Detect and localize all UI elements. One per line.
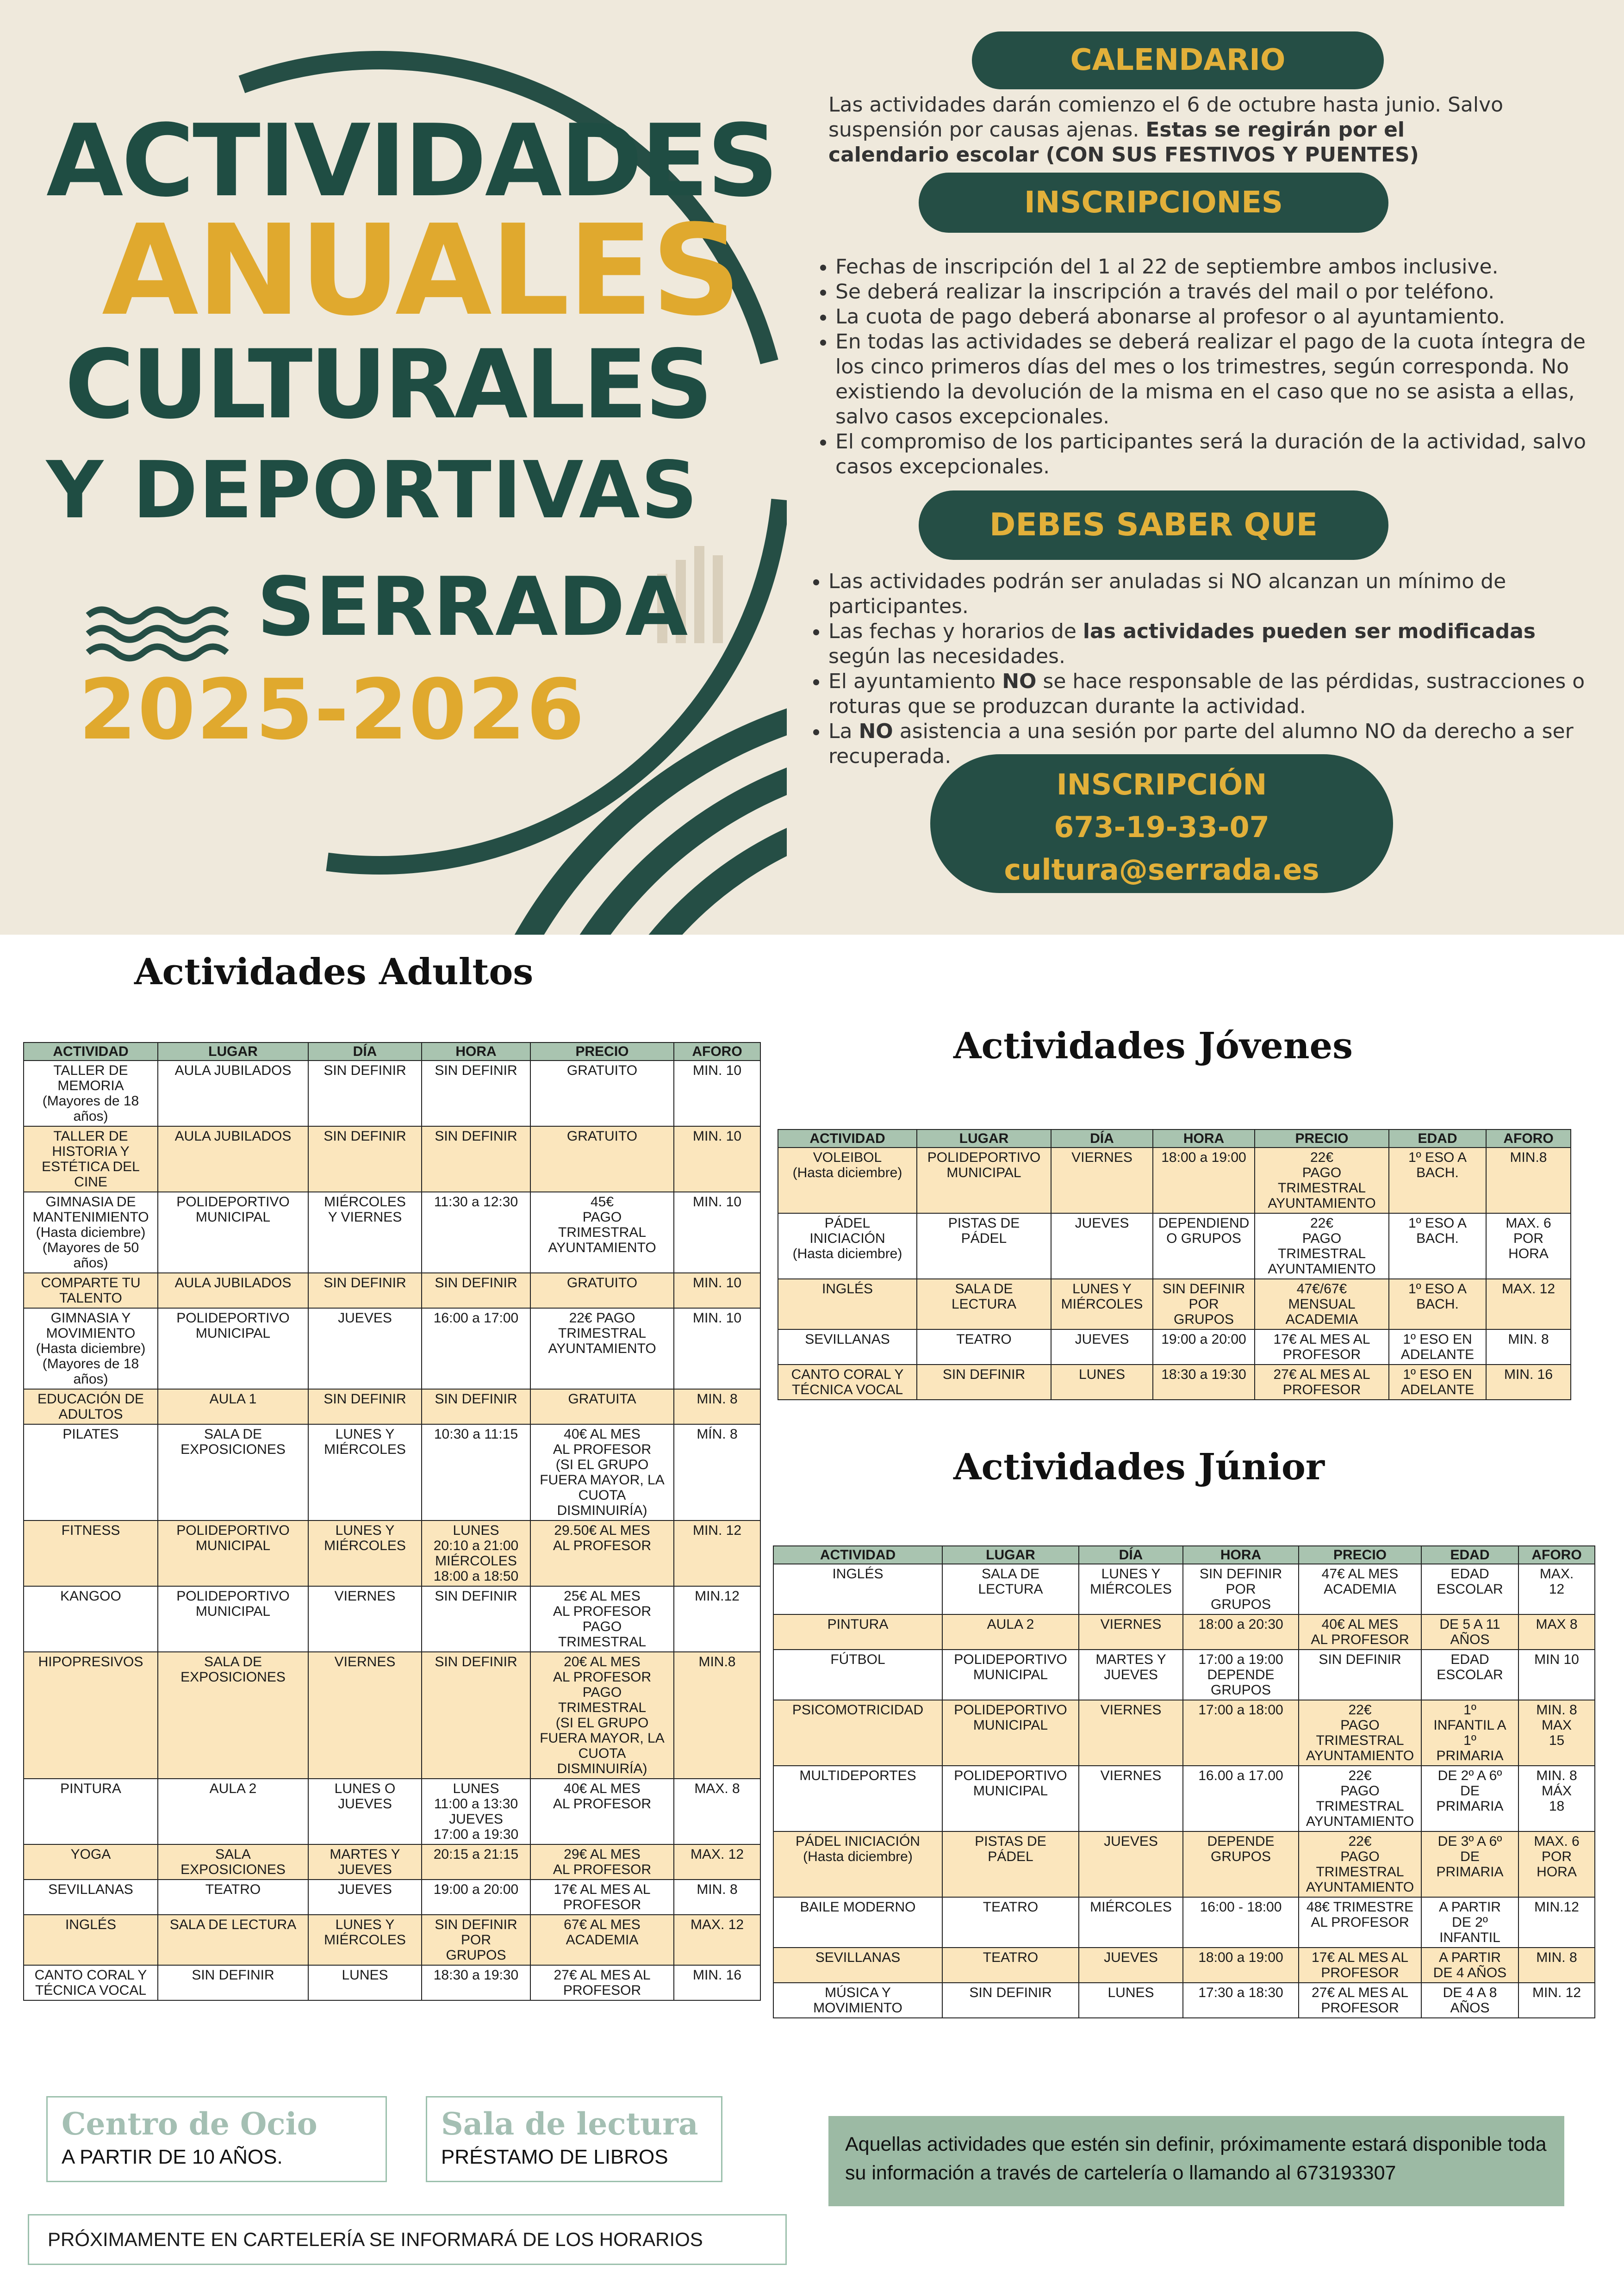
table-cell: DE 2º A 6º DE PRIMARIA bbox=[1421, 1766, 1518, 1831]
table-cell: MARTES Y JUEVES bbox=[1079, 1650, 1183, 1700]
table-cell: JUEVES bbox=[308, 1880, 422, 1915]
table-cell: 25€ AL MES AL PROFESOR PAGO TRIMESTRAL bbox=[530, 1586, 674, 1652]
table-row bbox=[24, 1061, 760, 1126]
table-cell: 22€ PAGO TRIMESTRAL AYUNTAMIENTO bbox=[1299, 1700, 1421, 1766]
activity-cell: BAILE MODERNO bbox=[773, 1897, 942, 1948]
table-cell: MIN. 16 bbox=[1486, 1365, 1571, 1400]
table-cell: MIN. 12 bbox=[674, 1520, 760, 1586]
jovenes-table bbox=[778, 1129, 1571, 1400]
table-cell: MIN. 16 bbox=[674, 1965, 760, 2000]
table-row bbox=[24, 1389, 760, 1424]
table-cell: AULA JUBILADOS bbox=[158, 1061, 308, 1126]
table-cell: SIN DEFINIR bbox=[942, 1983, 1079, 2018]
col-header: LUGAR bbox=[158, 1043, 308, 1061]
table-cell: 22€ PAGO TRIMESTRAL AYUNTAMIENTO bbox=[530, 1308, 674, 1389]
activity-cell: PSICOMOTRICIDAD bbox=[773, 1700, 942, 1766]
activity-cell: MÚSICA Y MOVIMIENTO bbox=[773, 1983, 942, 2018]
centro-ocio-text: A PARTIR DE 10 AÑOS. bbox=[62, 2146, 283, 2168]
table-cell: MIN. 8 bbox=[1486, 1329, 1571, 1365]
list-item: • La NO asistencia a una sesión por parte del alumno NO da derecho a ser recuperada. bbox=[828, 719, 1597, 769]
table-cell: 17:00 a 19:00 DEPENDE GRUPOS bbox=[1183, 1650, 1299, 1700]
table-cell: VIERNES bbox=[1079, 1614, 1183, 1650]
activity-cell: EDUCACIÓN DE ADULTOS bbox=[24, 1389, 158, 1424]
table-cell: 47€/67€ MENSUAL ACADEMIA bbox=[1255, 1279, 1389, 1329]
col-header: LUGAR bbox=[917, 1129, 1051, 1148]
table-cell: LUNES bbox=[1051, 1365, 1153, 1400]
table-cell: TEATRO bbox=[942, 1897, 1079, 1948]
table-row bbox=[773, 1831, 1595, 1897]
contact-label: INSCRIPCIÓN bbox=[1056, 768, 1267, 801]
title-serrada: SERRADA bbox=[257, 560, 688, 654]
table-cell: MIN. 8 bbox=[674, 1880, 760, 1915]
table-cell: DEPENDE GRUPOS bbox=[1183, 1831, 1299, 1897]
activity-cell: PÁDEL INICIACIÓN (Hasta diciembre) bbox=[778, 1213, 917, 1279]
table-cell: 1º ESO EN ADELANTE bbox=[1389, 1329, 1486, 1365]
activity-cell: PINTURA bbox=[24, 1779, 158, 1844]
table-cell: GRATUITA bbox=[530, 1389, 674, 1424]
calendario-badge: CALENDARIO bbox=[972, 31, 1384, 89]
table-cell: A PARTIR DE 4 AÑOS bbox=[1421, 1948, 1518, 1983]
table-cell: SALA DE EXPOSICIONES bbox=[158, 1652, 308, 1779]
table-cell: SALA DE LECTURA bbox=[917, 1279, 1051, 1329]
table-cell: 48€ TRIMESTRE AL PROFESOR bbox=[1299, 1897, 1421, 1948]
table-cell: SIN DEFINIR bbox=[308, 1126, 422, 1192]
table-cell: AULA JUBILADOS bbox=[158, 1273, 308, 1308]
sala-lectura-title: Sala de lectura bbox=[441, 2106, 698, 2142]
debes-saber-list bbox=[801, 569, 1597, 769]
table-cell: EDAD ESCOLAR bbox=[1421, 1650, 1518, 1700]
table-cell: AULA 2 bbox=[158, 1779, 308, 1844]
table-cell: MAX 8 bbox=[1518, 1614, 1595, 1650]
title-actividades: ACTIVIDADES bbox=[46, 103, 777, 219]
table-row bbox=[24, 1424, 760, 1520]
list-item: • El compromiso de los participantes será la duración de la actividad, salvo casos excepcionales. bbox=[835, 429, 1594, 479]
col-header: EDAD bbox=[1389, 1129, 1486, 1148]
table-cell: SIN DEFINIR bbox=[308, 1273, 422, 1308]
table-cell: MIN.12 bbox=[1518, 1897, 1595, 1948]
table-cell: EDAD ESCOLAR bbox=[1421, 1564, 1518, 1614]
table-cell: 19:00 a 20:00 bbox=[1153, 1329, 1255, 1365]
table-cell: MAX. 12 bbox=[674, 1844, 760, 1880]
inscripciones-badge: INSCRIPCIONES bbox=[919, 173, 1388, 233]
table-cell: LUNES bbox=[308, 1965, 422, 2000]
table-cell: 27€ AL MES AL PROFESOR bbox=[1255, 1365, 1389, 1400]
col-header: PRECIO bbox=[1255, 1129, 1389, 1148]
table-cell: MIN. 10 bbox=[674, 1308, 760, 1389]
table-cell: MARTES Y JUEVES bbox=[308, 1844, 422, 1880]
activity-cell: MULTIDEPORTES bbox=[773, 1766, 942, 1831]
sala-lectura-box bbox=[426, 2096, 722, 2182]
table-cell: TEATRO bbox=[158, 1880, 308, 1915]
adultos-table bbox=[23, 1042, 761, 2001]
table-row bbox=[773, 1897, 1595, 1948]
table-cell: DEPENDIEND O GRUPOS bbox=[1153, 1213, 1255, 1279]
activity-cell: PILATES bbox=[24, 1424, 158, 1520]
activity-cell: SEVILLANAS bbox=[773, 1948, 942, 1983]
table-cell: POLIDEPORTIVO MUNICIPAL bbox=[942, 1650, 1079, 1700]
table-cell: JUEVES bbox=[1051, 1329, 1153, 1365]
list-item: • La cuota de pago deberá abonarse al profesor o al ayuntamiento. bbox=[835, 304, 1594, 329]
activity-cell: CANTO CORAL Y TÉCNICA VOCAL bbox=[24, 1965, 158, 2000]
table-cell: VIERNES bbox=[1051, 1148, 1153, 1213]
table-row bbox=[24, 1915, 760, 1965]
table-row bbox=[24, 1586, 760, 1652]
table-row bbox=[24, 1192, 760, 1273]
table-cell: LUNES Y MIÉRCOLES bbox=[308, 1520, 422, 1586]
table-cell: TEATRO bbox=[917, 1329, 1051, 1365]
table-cell: MIN. 10 bbox=[674, 1126, 760, 1192]
list-item: • Fechas de inscripción del 1 al 22 de septiembre ambos inclusive. bbox=[835, 254, 1594, 279]
table-cell: SIN DEFINIR bbox=[422, 1652, 530, 1779]
table-row bbox=[778, 1279, 1571, 1329]
table-cell: MAX. 12 bbox=[674, 1915, 760, 1965]
col-header: ACTIVIDAD bbox=[773, 1546, 942, 1564]
table-cell: AULA 1 bbox=[158, 1389, 308, 1424]
list-item: • Las actividades podrán ser anuladas si NO alcanzan un mínimo de participantes. bbox=[828, 569, 1597, 619]
col-header: ACTIVIDAD bbox=[24, 1043, 158, 1061]
jovenes-title: Actividades Jóvenes bbox=[953, 1025, 1353, 1067]
table-cell: 1º ESO A BACH. bbox=[1389, 1279, 1486, 1329]
table-cell: 22€ PAGO TRIMESTRAL AYUNTAMIENTO bbox=[1255, 1213, 1389, 1279]
table-cell: 1º ESO EN ADELANTE bbox=[1389, 1365, 1486, 1400]
table-cell: 22€ PAGO TRIMESTRAL AYUNTAMIENTO bbox=[1255, 1148, 1389, 1213]
col-header: HORA bbox=[422, 1043, 530, 1061]
activity-cell: COMPARTE TU TALENTO bbox=[24, 1273, 158, 1308]
activity-cell: PÁDEL INICIACIÓN (Hasta diciembre) bbox=[773, 1831, 942, 1897]
table-row bbox=[778, 1365, 1571, 1400]
table-row bbox=[773, 1948, 1595, 1983]
table-row bbox=[773, 1650, 1595, 1700]
table-cell: 11:30 a 12:30 bbox=[422, 1192, 530, 1273]
title-anuales: ANUALES bbox=[102, 198, 740, 343]
table-cell: MIN. 10 bbox=[674, 1192, 760, 1273]
table-cell: JUEVES bbox=[1051, 1213, 1153, 1279]
centro-ocio-box bbox=[46, 2096, 387, 2182]
table-cell: VIERNES bbox=[308, 1652, 422, 1779]
table-cell: SIN DEFINIR POR GRUPOS bbox=[1153, 1279, 1255, 1329]
table-cell: VIERNES bbox=[1079, 1700, 1183, 1766]
table-cell: DE 3º A 6º DE PRIMARIA bbox=[1421, 1831, 1518, 1897]
debes-saber-badge: DEBES SABER QUE bbox=[919, 490, 1388, 560]
table-cell: A PARTIR DE 2º INFANTIL bbox=[1421, 1897, 1518, 1948]
activity-cell: VOLEIBOL (Hasta diciembre) bbox=[778, 1148, 917, 1213]
table-row bbox=[773, 1564, 1595, 1614]
table-cell: MIÉRCOLES Y VIERNES bbox=[308, 1192, 422, 1273]
table-cell: SIN DEFINIR bbox=[422, 1389, 530, 1424]
table-cell: GRATUITO bbox=[530, 1126, 674, 1192]
activity-cell: SEVILLANAS bbox=[24, 1880, 158, 1915]
table-cell: SALA DE EXPOSICIONES bbox=[158, 1424, 308, 1520]
table-cell: LUNES O JUEVES bbox=[308, 1779, 422, 1844]
table-row bbox=[773, 1614, 1595, 1650]
title-year: 2025-2026 bbox=[79, 662, 585, 758]
activity-cell: TALLER DE MEMORIA (Mayores de 18 años) bbox=[24, 1061, 158, 1126]
table-cell: 16:00 a 17:00 bbox=[422, 1308, 530, 1389]
info-note: Aquellas actividades que estén sin definir, próximamente estará disponible toda su información a través de cartelería o llamando al 673193307 bbox=[828, 2116, 1564, 2206]
sala-lectura-text: PRÉSTAMO DE LIBROS bbox=[441, 2146, 668, 2168]
table-cell: 27€ AL MES AL PROFESOR bbox=[530, 1965, 674, 2000]
table-cell: POLIDEPORTIVO MUNICIPAL bbox=[942, 1766, 1079, 1831]
contact-badge bbox=[930, 754, 1393, 893]
table-cell: POLIDEPORTIVO MUNICIPAL bbox=[158, 1192, 308, 1273]
table-cell: LUNES 20:10 a 21:00 MIÉRCOLES 18:00 a 18:50 bbox=[422, 1520, 530, 1586]
table-cell: TEATRO bbox=[942, 1948, 1079, 1983]
table-cell: 40€ AL MES AL PROFESOR bbox=[530, 1779, 674, 1844]
table-cell: MAX. 8 bbox=[674, 1779, 760, 1844]
table-cell: 10:30 a 11:15 bbox=[422, 1424, 530, 1520]
col-header: DÍA bbox=[1051, 1129, 1153, 1148]
proximamente-note: PRÓXIMAMENTE EN CARTELERÍA SE INFORMARÁ DE LOS HORARIOS bbox=[28, 2214, 787, 2265]
table-cell: MIN. 10 bbox=[674, 1273, 760, 1308]
centro-ocio-title: Centro de Ocio bbox=[62, 2106, 317, 2142]
table-row bbox=[24, 1273, 760, 1308]
table-row bbox=[24, 1652, 760, 1779]
jovenes-rows bbox=[778, 1148, 1571, 1400]
activity-cell: FÚTBOL bbox=[773, 1650, 942, 1700]
table-cell: POLIDEPORTIVO MUNICIPAL bbox=[158, 1308, 308, 1389]
table-row bbox=[24, 1308, 760, 1389]
table-cell: LUNES Y MIÉRCOLES bbox=[1051, 1279, 1153, 1329]
table-cell: 18:30 a 19:30 bbox=[422, 1965, 530, 2000]
table-cell: LUNES bbox=[1079, 1983, 1183, 2018]
table-row bbox=[773, 1983, 1595, 2018]
table-cell: MAX. 6 POR HORA bbox=[1518, 1831, 1595, 1897]
table-cell: MIN.8 bbox=[1486, 1148, 1571, 1213]
table-cell: 20€ AL MES AL PROFESOR PAGO TRIMESTRAL (SI EL GRUPO FUERA MAYOR, LA CUOTA DISMINUIRÍA) bbox=[530, 1652, 674, 1779]
table-cell: MIÉRCOLES bbox=[1079, 1897, 1183, 1948]
table-cell: 22€ PAGO TRIMESTRAL AYUNTAMIENTO bbox=[1299, 1766, 1421, 1831]
activity-cell: SEVILLANAS bbox=[778, 1329, 917, 1365]
table-row bbox=[773, 1766, 1595, 1831]
junior-rows bbox=[773, 1564, 1595, 2018]
table-cell: 40€ AL MES AL PROFESOR bbox=[1299, 1614, 1421, 1650]
activity-cell: HIPOPRESIVOS bbox=[24, 1652, 158, 1779]
table-cell: MIN 10 bbox=[1518, 1650, 1595, 1700]
table-cell: SALA DE LECTURA bbox=[158, 1915, 308, 1965]
activity-cell: YOGA bbox=[24, 1844, 158, 1880]
calendario-text: Las actividades darán comienzo el 6 de octubre hasta junio. Salvo suspensión por causas ajenas. Estas se regirán por el calendario escolar (CON SUS FESTIVOS Y PUENTES) bbox=[828, 93, 1504, 167]
col-header: EDAD bbox=[1421, 1546, 1518, 1564]
table-cell: 17:30 a 18:30 bbox=[1183, 1983, 1299, 2018]
table-cell: 18:00 a 20:30 bbox=[1183, 1614, 1299, 1650]
col-header: LUGAR bbox=[942, 1546, 1079, 1564]
table-cell: DE 5 A 11 AÑOS bbox=[1421, 1614, 1518, 1650]
adultos-rows bbox=[24, 1061, 760, 2000]
table-cell: GRATUITO bbox=[530, 1061, 674, 1126]
table-row bbox=[778, 1213, 1571, 1279]
table-cell: MAX. 6 POR HORA bbox=[1486, 1213, 1571, 1279]
table-cell: 1º ESO A BACH. bbox=[1389, 1213, 1486, 1279]
table-cell: MÍN. 8 bbox=[674, 1424, 760, 1520]
contact-phone[interactable]: 673-19-33-07 bbox=[1054, 810, 1269, 844]
table-row bbox=[778, 1329, 1571, 1365]
table-cell: 19:00 a 20:00 bbox=[422, 1880, 530, 1915]
table-row bbox=[24, 1965, 760, 2000]
col-header: AFORO bbox=[1518, 1546, 1595, 1564]
table-cell: JUEVES bbox=[1079, 1831, 1183, 1897]
table-cell: AULA 2 bbox=[942, 1614, 1079, 1650]
table-cell: GRATUITO bbox=[530, 1273, 674, 1308]
title-y-deportivas: Y DEPORTIVAS bbox=[46, 445, 699, 536]
junior-title: Actividades Júnior bbox=[953, 1446, 1325, 1488]
table-cell: 16:00 - 18:00 bbox=[1183, 1897, 1299, 1948]
table-cell: 17€ AL MES AL PROFESOR bbox=[1255, 1329, 1389, 1365]
table-cell: POLIDEPORTIVO MUNICIPAL bbox=[158, 1586, 308, 1652]
table-cell: MIN. 8 MAX 15 bbox=[1518, 1700, 1595, 1766]
col-header: PRECIO bbox=[530, 1043, 674, 1061]
table-cell: SIN DEFINIR bbox=[917, 1365, 1051, 1400]
table-cell: VIERNES bbox=[308, 1586, 422, 1652]
activity-cell: TALLER DE HISTORIA Y ESTÉTICA DEL CINE bbox=[24, 1126, 158, 1192]
table-cell: MIN. 8 bbox=[1518, 1948, 1595, 1983]
activity-cell: KANGOO bbox=[24, 1586, 158, 1652]
activity-cell: FITNESS bbox=[24, 1520, 158, 1586]
col-header: AFORO bbox=[674, 1043, 760, 1061]
list-item: • El ayuntamiento NO se hace responsable de las pérdidas, sustracciones o roturas que se produzcan durante la actividad. bbox=[828, 669, 1597, 719]
junior-table bbox=[773, 1545, 1595, 2018]
table-cell: MIN.12 bbox=[674, 1586, 760, 1652]
table-cell: POLIDEPORTIVO MUNICIPAL bbox=[158, 1520, 308, 1586]
table-cell: LUNES 11:00 a 13:30 JUEVES 17:00 a 19:30 bbox=[422, 1779, 530, 1844]
table-cell: 16.00 a 17.00 bbox=[1183, 1766, 1299, 1831]
activity-cell: GIMNASIA DE MANTENIMIENTO (Hasta diciembre) (Mayores de 50 años) bbox=[24, 1192, 158, 1273]
table-cell: SIN DEFINIR bbox=[308, 1061, 422, 1126]
table-cell: SALA DE LECTURA bbox=[942, 1564, 1079, 1614]
table-cell: 18:30 a 19:30 bbox=[1153, 1365, 1255, 1400]
table-cell: VIERNES bbox=[1079, 1766, 1183, 1831]
table-cell: 20:15 a 21:15 bbox=[422, 1844, 530, 1880]
table-cell: 1º ESO A BACH. bbox=[1389, 1148, 1486, 1213]
table-cell: SIN DEFINIR bbox=[422, 1061, 530, 1126]
table-cell: JUEVES bbox=[1079, 1948, 1183, 1983]
table-cell: MIN. 12 bbox=[1518, 1983, 1595, 2018]
col-header: HORA bbox=[1183, 1546, 1299, 1564]
table-cell: POLIDEPORTIVO MUNICIPAL bbox=[942, 1700, 1079, 1766]
list-item: • En todas las actividades se deberá realizar el pago de la cuota íntegra de los cinco primeros días del mes o los trimestres, según corresponda. No existiendo la devolución de la misma en el caso que no se asista a ellas, salvo casos excepcionales. bbox=[835, 329, 1594, 429]
table-cell: 22€ PAGO TRIMESTRAL AYUNTAMIENTO bbox=[1299, 1831, 1421, 1897]
table-cell: PISTAS DE PÁDEL bbox=[942, 1831, 1079, 1897]
table-row bbox=[24, 1779, 760, 1844]
list-item: • Las fechas y horarios de las actividades pueden ser modificadas según las necesidades. bbox=[828, 619, 1597, 669]
col-header: DÍA bbox=[308, 1043, 422, 1061]
table-cell: SIN DEFINIR bbox=[422, 1126, 530, 1192]
table-cell: MAX. 12 bbox=[1486, 1279, 1571, 1329]
table-cell: 29€ AL MES AL PROFESOR bbox=[530, 1844, 674, 1880]
table-cell: 17:00 a 18:00 bbox=[1183, 1700, 1299, 1766]
activity-cell: INGLÉS bbox=[778, 1279, 917, 1329]
table-cell: MAX. 12 bbox=[1518, 1564, 1595, 1614]
col-header: DÍA bbox=[1079, 1546, 1183, 1564]
table-cell: 1º INFANTIL A 1º PRIMARIA bbox=[1421, 1700, 1518, 1766]
table-cell: 67€ AL MES ACADEMIA bbox=[530, 1915, 674, 1965]
table-cell: LUNES Y MIÉRCOLES bbox=[308, 1915, 422, 1965]
table-cell: LUNES Y MIÉRCOLES bbox=[308, 1424, 422, 1520]
table-cell: SIN DEFINIR bbox=[422, 1586, 530, 1652]
table-cell: MIN.8 bbox=[674, 1652, 760, 1779]
table-cell: 47€ AL MES ACADEMIA bbox=[1299, 1564, 1421, 1614]
table-cell: PISTAS DE PÁDEL bbox=[917, 1213, 1051, 1279]
col-header: AFORO bbox=[1486, 1129, 1571, 1148]
table-row bbox=[773, 1700, 1595, 1766]
table-cell: 18:00 a 19:00 bbox=[1153, 1148, 1255, 1213]
activity-cell: INGLÉS bbox=[24, 1915, 158, 1965]
table-cell: POLIDEPORTIVO MUNICIPAL bbox=[917, 1148, 1051, 1213]
activity-cell: INGLÉS bbox=[773, 1564, 942, 1614]
table-cell: 17€ AL MES AL PROFESOR bbox=[530, 1880, 674, 1915]
adultos-title: Actividades Adultos bbox=[134, 951, 534, 993]
table-cell: SIN DEFINIR bbox=[422, 1273, 530, 1308]
table-cell: LUNES Y MIÉRCOLES bbox=[1079, 1564, 1183, 1614]
table-cell: 17€ AL MES AL PROFESOR bbox=[1299, 1948, 1421, 1983]
table-cell: SIN DEFINIR bbox=[1299, 1650, 1421, 1700]
contact-email[interactable]: cultura@serrada.es bbox=[1004, 853, 1319, 887]
col-header: HORA bbox=[1153, 1129, 1255, 1148]
poster-header bbox=[0, 0, 1624, 935]
inscripciones-list bbox=[808, 254, 1594, 479]
title-culturales: CULTURALES bbox=[65, 330, 710, 440]
table-cell: AULA JUBILADOS bbox=[158, 1126, 308, 1192]
table-cell: MIN. 10 bbox=[674, 1061, 760, 1126]
table-cell: 18:00 a 19:00 bbox=[1183, 1948, 1299, 1983]
activity-cell: CANTO CORAL Y TÉCNICA VOCAL bbox=[778, 1365, 917, 1400]
table-row bbox=[778, 1148, 1571, 1213]
table-row bbox=[24, 1844, 760, 1880]
table-cell: 29.50€ AL MES AL PROFESOR bbox=[530, 1520, 674, 1586]
activity-cell: GIMNASIA Y MOVIMIENTO (Hasta diciembre) (Mayores de 18 años) bbox=[24, 1308, 158, 1389]
table-cell: SIN DEFINIR bbox=[308, 1389, 422, 1424]
activity-cell: PINTURA bbox=[773, 1614, 942, 1650]
table-cell: DE 4 A 8 AÑOS bbox=[1421, 1983, 1518, 2018]
table-row bbox=[24, 1520, 760, 1586]
table-cell: 27€ AL MES AL PROFESOR bbox=[1299, 1983, 1421, 2018]
table-cell: MIN. 8 bbox=[674, 1389, 760, 1424]
table-cell: 40€ AL MES AL PROFESOR (SI EL GRUPO FUERA MAYOR, LA CUOTA DISMINUIRÍA) bbox=[530, 1424, 674, 1520]
table-row bbox=[24, 1880, 760, 1915]
table-cell: JUEVES bbox=[308, 1308, 422, 1389]
list-item: • Se deberá realizar la inscripción a través del mail o por teléfono. bbox=[835, 279, 1594, 304]
table-cell: SIN DEFINIR POR GRUPOS bbox=[1183, 1564, 1299, 1614]
table-cell: SALA EXPOSICIONES bbox=[158, 1844, 308, 1880]
table-cell: SIN DEFINIR bbox=[158, 1965, 308, 2000]
col-header: PRECIO bbox=[1299, 1546, 1421, 1564]
table-cell: SIN DEFINIR POR GRUPOS bbox=[422, 1915, 530, 1965]
table-cell: 45€ PAGO TRIMESTRAL AYUNTAMIENTO bbox=[530, 1192, 674, 1273]
wave-icon bbox=[88, 610, 227, 658]
col-header: ACTIVIDAD bbox=[778, 1129, 917, 1148]
table-cell: MIN. 8 MÁX 18 bbox=[1518, 1766, 1595, 1831]
table-row bbox=[24, 1126, 760, 1192]
